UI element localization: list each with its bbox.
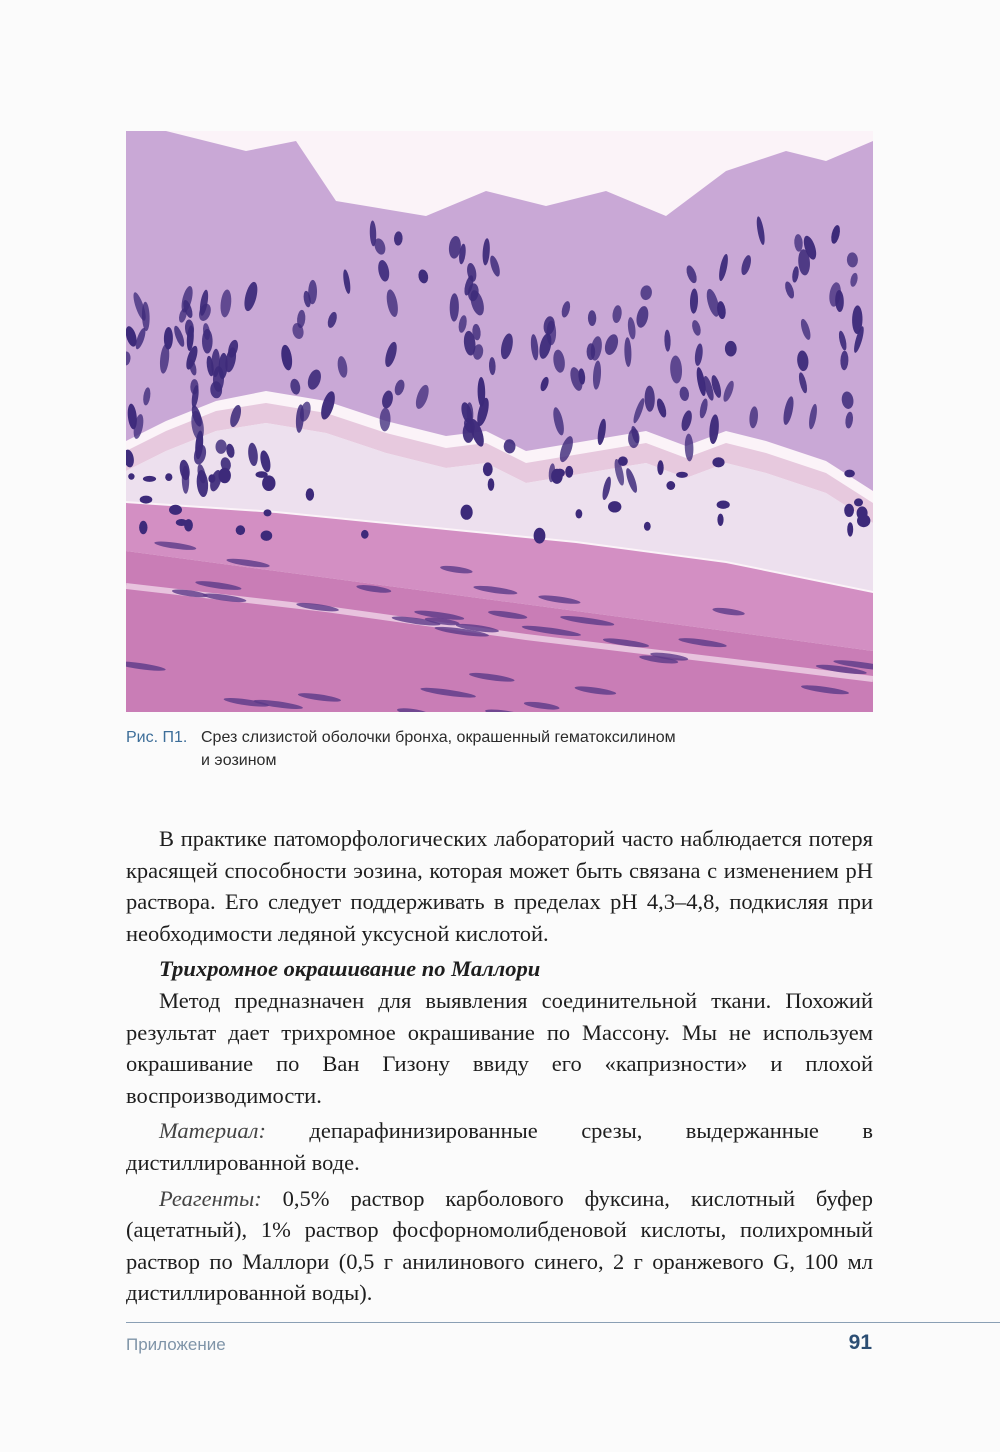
caption-line-1: Срез слизистой оболочки бронха, окрашенный гематоксилином xyxy=(201,729,676,746)
section-heading: Трихромное окрашивание по Маллори xyxy=(159,956,541,982)
reagents-label: Реагенты: xyxy=(159,1185,262,1211)
body-text xyxy=(126,823,873,1313)
figure-caption-text xyxy=(201,726,881,772)
figure-label: Рис. П1. xyxy=(126,729,188,746)
material-label: Материал: xyxy=(159,1118,266,1144)
micrograph-bronchial-mucosa-image xyxy=(126,131,873,712)
footer-rule xyxy=(126,1322,1000,1323)
paragraph-reagents xyxy=(126,1183,873,1309)
page-number: 91 xyxy=(848,1331,872,1354)
material-text: депарафинизированные срезы, выдержанные в дистиллированной воде. xyxy=(126,1118,873,1175)
paragraph-method: Метод предназначен для выявления соединительной ткани. Похожий результат дает трихромное окрашивание по Массону. Мы не используем окрашивание по Ван Гизону ввиду его «капризности» и плохой воспроизводимости. xyxy=(126,987,873,1108)
footer-section: Приложение xyxy=(126,1335,226,1354)
paragraph-material xyxy=(126,1115,873,1178)
micrograph-figure xyxy=(126,131,873,712)
caption-line-2: и эозином xyxy=(201,752,277,769)
paragraph-eosin: В практике патоморфологических лабораторий часто наблюдается потеря красящей способности эозина, которая может быть связана с изменением pH раствора. Его следует поддерживать в пределах pH 4,3–4,8, подкисляя при необходимости ледяной уксусной кислотой. xyxy=(126,826,873,946)
reagents-text: 0,5% раствор карболового фуксина, кислотный буфер (ацетатный), 1% раствор фосфорномолибденовой кислоты, полихромный раствор по Маллори (0,5 г анилинового синего, 2 г оранжевого G, 100 мл дистиллированной воды). xyxy=(126,1185,873,1306)
